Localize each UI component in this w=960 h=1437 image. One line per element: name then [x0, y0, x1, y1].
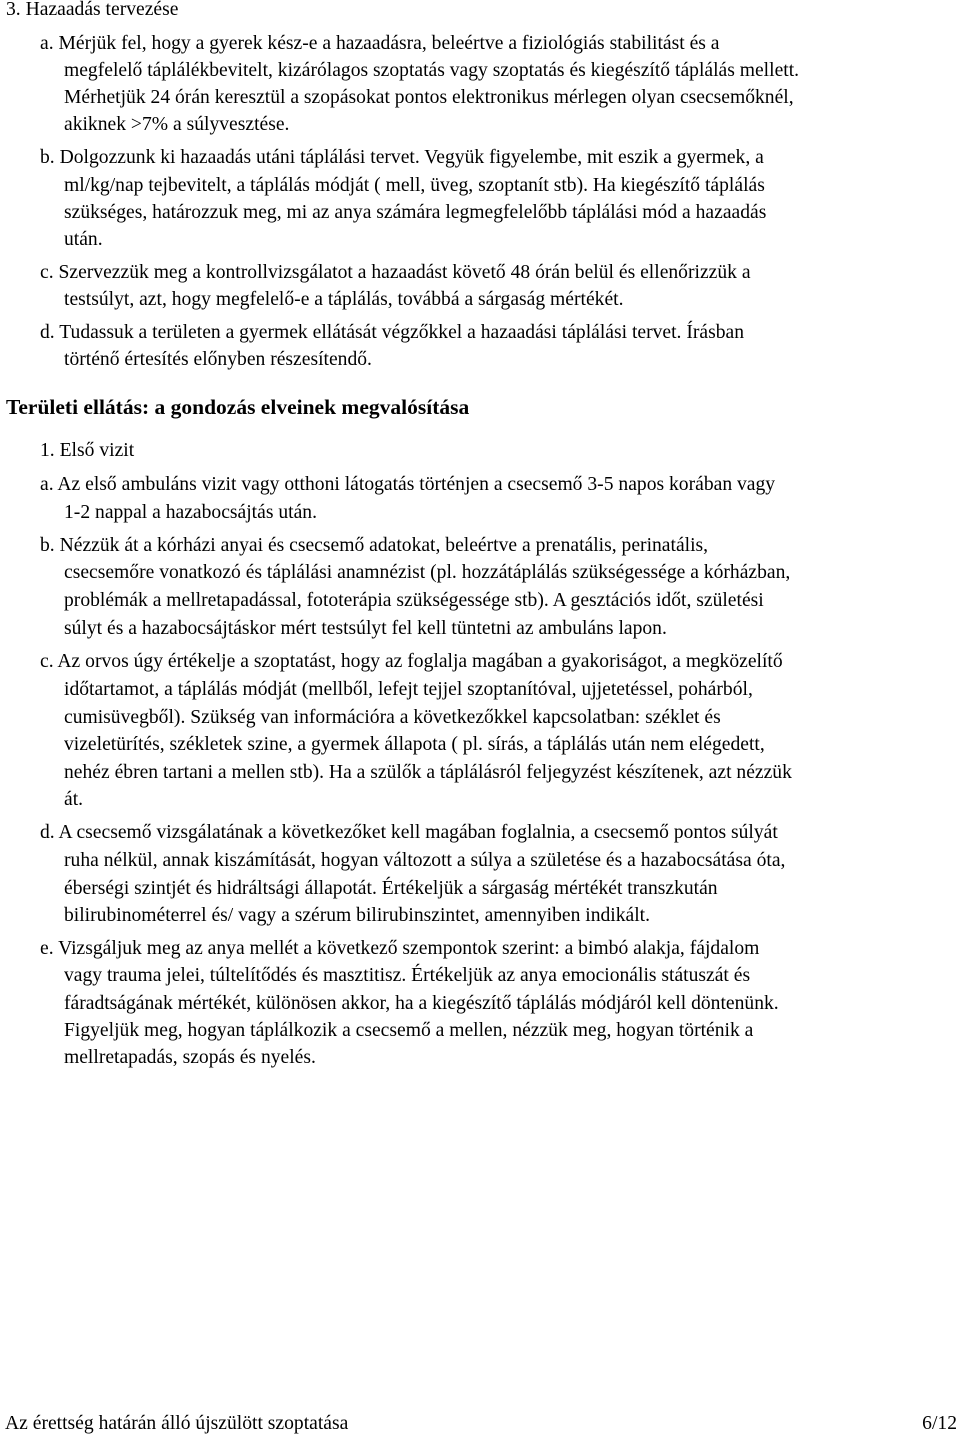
list-item-line: után.	[64, 229, 103, 250]
list-item-line: vagy trauma jelei, túltelítődés és masztitisz. Értékeljük az anya emocionális státuszát és	[64, 965, 751, 986]
list-item-line: nehéz ébren tartani a mellen stb). Ha a szülők a táplálásról feljegyzést készítenek, azt nézzük	[64, 762, 792, 783]
list-item-line: súlyt és a hazabocsájtáskor mért testsúlyt fel kell tüntetni az ambuláns lapon.	[64, 618, 667, 639]
page-number: 6/12	[922, 1413, 957, 1434]
list-item-line: c. Szervezzük meg a kontrollvizsgálatot a hazaadást követő 48 órán belül és ellenőrizzük a	[40, 262, 751, 283]
list-item-line: bilirubinométerrel és/ vagy a szérum bilirubinszintet, amennyiben indikált.	[64, 905, 651, 926]
page-heading: Területi ellátás: a gondozás elveinek megvalósítása	[6, 395, 470, 419]
list-item-line: ruha nélkül, annak kiszámítását, hogyan változott a súlya a születése és a hazabocsátása óta,	[64, 850, 786, 871]
list-item-line: mellretapadás, szopás és nyelés.	[64, 1047, 316, 1068]
list-item-line: Figyeljük meg, hogyan táplálkozik a csecsemő a mellen, nézzük meg, hogyan történik a	[64, 1020, 754, 1041]
list-item-line: d. Tudassuk a területen a gyermek ellátását végzőkkel a hazaadási táplálási tervet. Írásban	[40, 322, 745, 343]
list-item-line: akiknek >7% a súlyvesztése.	[64, 114, 290, 135]
list-item-line: csecsemőre vonatkozó és táplálási anamnézist (pl. hozzátáplálás szükségessége a kórházban,	[64, 562, 791, 583]
section-title: 3. Hazaadás tervezése	[6, 0, 179, 20]
list-item-line: 1-2 nappal a hazabocsájtás után.	[64, 502, 317, 523]
footer-title: Az érettség határán álló újszülött szoptatása	[5, 1413, 349, 1434]
list-item-line: e. Vizsgáljuk meg az anya mellét a következő szempontok szerint: a bimbó alakja, fájdalom	[40, 938, 760, 959]
list-item-line: problémák a mellretapadással, fototerápia szükségessége stb). A gesztációs időt, születési	[64, 590, 764, 611]
list-item-line: ml/kg/nap tejbevitelt, a táplálás módját ( mell, üveg, szoptanít stb). Ha kiegészítő táplálás	[64, 175, 765, 196]
list-item-line: b. Dolgozzunk ki hazaadás utáni táplálási tervet. Vegyük figyelembe, mit eszik a gyermek, a	[40, 147, 764, 168]
list-item-line: testsúlyt, azt, hogy megfelelő-e a táplálás, továbbá a sárgaság mértékét.	[64, 289, 624, 310]
list-item-line: történő értesítés előnyben részesítendő.	[64, 349, 372, 370]
list-item-line: megfelelő táplálékbevitelt, kizárólagos szoptatás vagy szoptatás és kiegészítő táplálás mellett.	[64, 60, 800, 81]
list-item-line: fáradtságának mértékét, különösen akkor, ha a kiegészítő táplálás módjáról kell döntenünk.	[64, 993, 779, 1014]
list-item-line: cumisüvegből). Szükség van információra a következőkkel kapcsolatban: széklet és	[64, 707, 721, 728]
list-item-line: d. A csecsemő vizsgálatának a következőket kell magában foglalnia, a csecsemő pontos súlyát	[40, 822, 778, 843]
list-item-line: b. Nézzük át a kórházi anyai és csecsemő adatokat, beleértve a prenatális, perinatális,	[40, 535, 709, 556]
list-item-line: át.	[64, 789, 84, 810]
list-item-line: a. Mérjük fel, hogy a gyerek kész-e a hazaadásra, beleértve a fiziológiás stabilitást és a	[40, 33, 720, 54]
list-item-line: éberségi szintjét és hidráltsági állapotát. Értékeljük a sárgaság mértékét transzkután	[64, 878, 718, 899]
subsection-title: 1. Első vizit	[40, 440, 135, 461]
list-item-line: szükséges, határozzuk meg, mi az anya számára legmegfelelőbb táplálási mód a hazaadás	[64, 202, 767, 223]
list-item-line: c. Az orvos úgy értékelje a szoptatást, hogy az foglalja magában a gyakoriságot, a megközelítő	[40, 651, 783, 672]
list-item-line: vizeletürítés, székletek szine, a gyermek állapota ( pl. sírás, a táplálás után nem elégedett,	[64, 734, 765, 755]
list-item-line: Mérhetjük 24 órán keresztül a szopásokat pontos elektronikus mérlegen olyan csecsemőknél,	[64, 87, 794, 108]
list-item-line: időtartamot, a táplálás módját (mellből, lefejt tejjel szoptanítóval, ujjetetéssel, pohárból,	[64, 679, 753, 700]
list-item-line: a. Az első ambuláns vizit vagy otthoni látogatás történjen a csecsemő 3-5 napos korában vagy	[40, 474, 776, 495]
